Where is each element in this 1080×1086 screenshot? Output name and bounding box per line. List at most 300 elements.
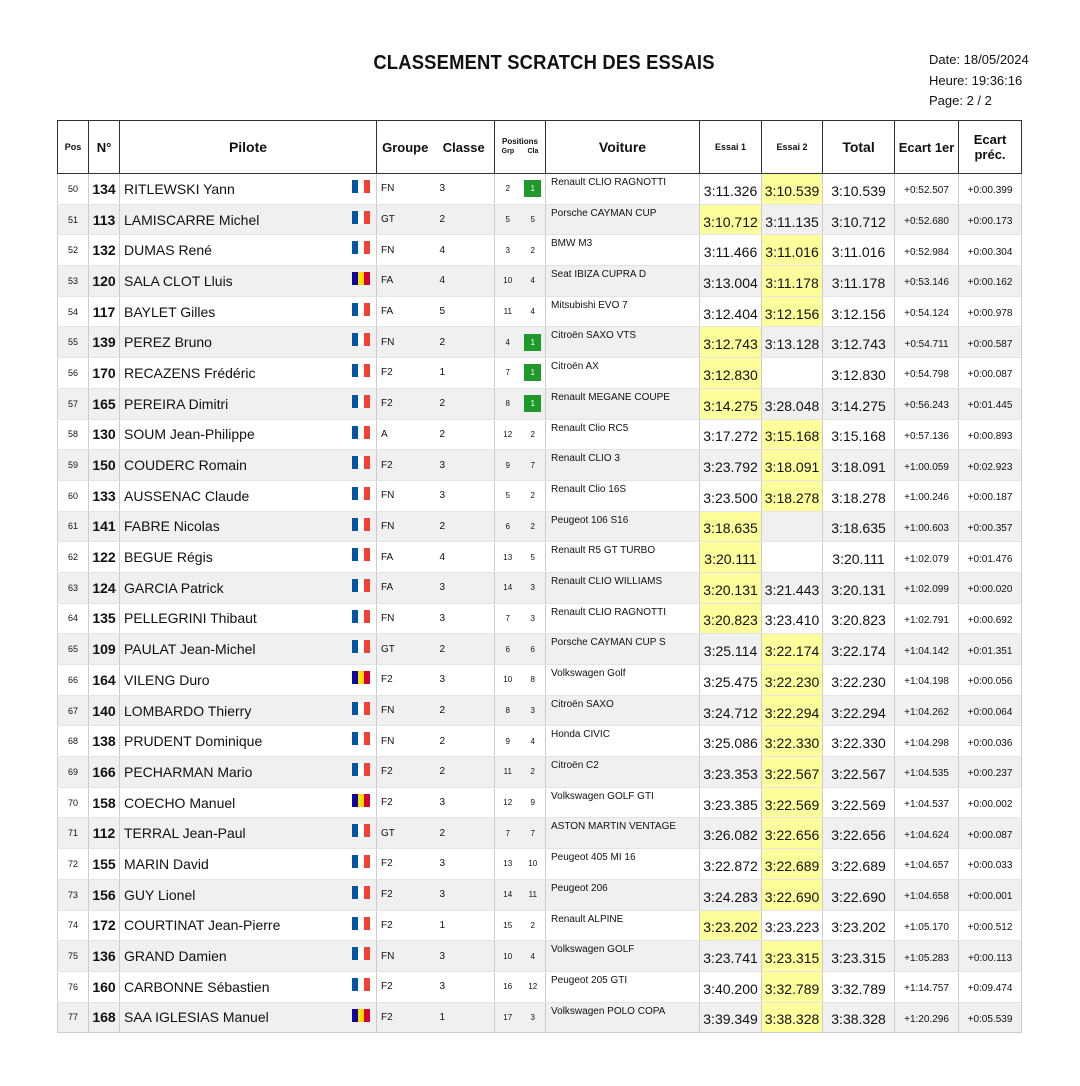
cell-essai1: 3:11.326 bbox=[700, 174, 762, 205]
cell-total: 3:32.789 bbox=[823, 971, 895, 1002]
cell-groupe: FA bbox=[377, 296, 434, 327]
france-flag-icon bbox=[352, 548, 370, 561]
cla-value: 7 bbox=[530, 460, 535, 470]
france-flag-icon bbox=[352, 364, 370, 377]
cell-grp: 11 bbox=[495, 296, 521, 327]
cell-essai1: 3:24.712 bbox=[700, 695, 762, 726]
col-header-pos: Pos bbox=[58, 121, 89, 174]
cell-pos: 50 bbox=[58, 174, 89, 205]
pilote-name: COUDERC Romain bbox=[124, 457, 247, 474]
cell-essai1: 3:20.111 bbox=[700, 542, 762, 573]
cell-pilote bbox=[120, 388, 377, 419]
france-flag-icon bbox=[352, 487, 370, 500]
pilote-name: GUY Lionel bbox=[124, 886, 196, 903]
cell-pos: 68 bbox=[58, 726, 89, 757]
cell-cla bbox=[521, 634, 546, 665]
cell-grp: 2 bbox=[495, 174, 521, 205]
cell-ecart-1er: +1:20.296 bbox=[895, 1002, 959, 1033]
cell-essai2: 3:28.048 bbox=[762, 388, 823, 419]
table-row bbox=[58, 204, 1022, 235]
cell-grp: 14 bbox=[495, 572, 521, 603]
pilote-name: FABRE Nicolas bbox=[124, 518, 220, 535]
cell-ecart-prec: +0:00.357 bbox=[959, 511, 1022, 542]
report-meta bbox=[929, 50, 1029, 112]
cell-total: 3:23.202 bbox=[823, 910, 895, 941]
cell-pos: 60 bbox=[58, 480, 89, 511]
cell-pilote bbox=[120, 296, 377, 327]
table-row bbox=[58, 665, 1022, 696]
cla-value: 5 bbox=[530, 215, 535, 225]
cell-groupe: F2 bbox=[377, 388, 434, 419]
cell-total: 3:22.230 bbox=[823, 665, 895, 696]
cla-value: 11 bbox=[528, 890, 537, 900]
cell-grp: 16 bbox=[495, 971, 521, 1002]
cell-ecart-1er: +1:14.757 bbox=[895, 971, 959, 1002]
cell-num: 109 bbox=[89, 634, 120, 665]
cell-pilote bbox=[120, 818, 377, 849]
ecart-prec-line2: préc. bbox=[974, 147, 1006, 162]
cell-grp: 7 bbox=[495, 818, 521, 849]
cell-voiture: Peugeot 106 S16 bbox=[546, 511, 700, 542]
table-row bbox=[58, 695, 1022, 726]
table-row bbox=[58, 542, 1022, 573]
cell-pilote bbox=[120, 695, 377, 726]
cell-num: 124 bbox=[89, 572, 120, 603]
france-flag-icon bbox=[352, 824, 370, 837]
cla-value: 9 bbox=[530, 798, 535, 808]
cell-cla bbox=[521, 787, 546, 818]
cell-essai1: 3:39.349 bbox=[700, 1002, 762, 1033]
cell-ecart-prec: +0:00.399 bbox=[959, 174, 1022, 205]
cell-voiture: Citroën AX bbox=[546, 358, 700, 389]
cell-essai1: 3:23.353 bbox=[700, 757, 762, 788]
cell-essai2 bbox=[762, 358, 823, 389]
france-flag-icon bbox=[352, 333, 370, 346]
cell-total: 3:22.174 bbox=[823, 634, 895, 665]
table-row bbox=[58, 1002, 1022, 1033]
cell-cla bbox=[521, 1002, 546, 1033]
cell-pilote bbox=[120, 941, 377, 972]
cell-pilote bbox=[120, 572, 377, 603]
cell-voiture: Volkswagen POLO COPA bbox=[546, 1002, 700, 1033]
cell-pilote bbox=[120, 204, 377, 235]
cell-grp: 13 bbox=[495, 542, 521, 573]
cell-essai1: 3:23.792 bbox=[700, 450, 762, 481]
cell-pos: 69 bbox=[58, 757, 89, 788]
cell-classe: 4 bbox=[434, 235, 495, 266]
cell-num: 150 bbox=[89, 450, 120, 481]
cell-grp: 4 bbox=[495, 327, 521, 358]
pilote-name: PEREZ Bruno bbox=[124, 334, 212, 351]
cell-pos: 66 bbox=[58, 665, 89, 696]
cell-cla bbox=[521, 879, 546, 910]
class-leader-badge: 1 bbox=[524, 334, 541, 351]
cell-ecart-1er: +1:00.603 bbox=[895, 511, 959, 542]
cell-pos: 62 bbox=[58, 542, 89, 573]
class-leader-badge: 1 bbox=[524, 364, 541, 381]
cell-ecart-1er: +1:04.658 bbox=[895, 879, 959, 910]
cell-grp: 11 bbox=[495, 757, 521, 788]
cell-num: 130 bbox=[89, 419, 120, 450]
cell-cla bbox=[521, 296, 546, 327]
cla-value: 4 bbox=[530, 736, 535, 746]
cell-voiture: Mitsubishi EVO 7 bbox=[546, 296, 700, 327]
cla-value: 4 bbox=[530, 307, 535, 317]
report-page: Page: 2 / 2 bbox=[929, 93, 992, 108]
cell-groupe: FN bbox=[377, 235, 434, 266]
cell-pos: 72 bbox=[58, 849, 89, 880]
cell-grp: 10 bbox=[495, 266, 521, 297]
cell-cla bbox=[521, 204, 546, 235]
cell-num: 133 bbox=[89, 480, 120, 511]
cell-classe: 3 bbox=[434, 971, 495, 1002]
cell-classe: 2 bbox=[434, 818, 495, 849]
pilote-name: GARCIA Patrick bbox=[124, 579, 224, 596]
france-flag-icon bbox=[352, 702, 370, 715]
cla-value: 7 bbox=[530, 828, 535, 838]
cell-num: 113 bbox=[89, 204, 120, 235]
pilote-name: COECHO Manuel bbox=[124, 794, 236, 811]
cell-total: 3:22.569 bbox=[823, 787, 895, 818]
cell-cla bbox=[521, 388, 546, 419]
cell-cla bbox=[521, 665, 546, 696]
cell-total: 3:11.016 bbox=[823, 235, 895, 266]
cell-essai2: 3:11.178 bbox=[762, 266, 823, 297]
cla-value: 2 bbox=[530, 429, 535, 439]
cell-grp: 10 bbox=[495, 941, 521, 972]
cell-cla bbox=[521, 695, 546, 726]
table-row bbox=[58, 450, 1022, 481]
cell-grp: 6 bbox=[495, 511, 521, 542]
cell-essai1: 3:25.086 bbox=[700, 726, 762, 757]
cell-groupe: F2 bbox=[377, 849, 434, 880]
cell-cla bbox=[521, 971, 546, 1002]
cell-ecart-prec: +0:00.033 bbox=[959, 849, 1022, 880]
cell-classe: 4 bbox=[434, 266, 495, 297]
cell-cla bbox=[521, 327, 546, 358]
andorra-flag-icon bbox=[352, 794, 370, 807]
cell-groupe: GT bbox=[377, 634, 434, 665]
cell-voiture: Renault CLIO RAGNOTTI bbox=[546, 174, 700, 205]
cell-pilote bbox=[120, 174, 377, 205]
cell-ecart-1er: +0:54.711 bbox=[895, 327, 959, 358]
france-flag-icon bbox=[352, 395, 370, 408]
cell-essai2: 3:10.539 bbox=[762, 174, 823, 205]
pilote-name: PEREIRA Dimitri bbox=[124, 395, 229, 412]
france-flag-icon bbox=[352, 947, 370, 960]
cell-ecart-1er: +1:02.791 bbox=[895, 603, 959, 634]
cell-ecart-1er: +1:04.535 bbox=[895, 757, 959, 788]
cell-essai2: 3:15.168 bbox=[762, 419, 823, 450]
table-row bbox=[58, 296, 1022, 327]
cell-num: 165 bbox=[89, 388, 120, 419]
cell-total: 3:12.156 bbox=[823, 296, 895, 327]
cell-groupe: FN bbox=[377, 480, 434, 511]
cell-num: 168 bbox=[89, 1002, 120, 1033]
cell-ecart-prec: +0:00.036 bbox=[959, 726, 1022, 757]
cell-groupe: F2 bbox=[377, 757, 434, 788]
cell-pos: 67 bbox=[58, 695, 89, 726]
cell-voiture: Renault Clio 16S bbox=[546, 480, 700, 511]
cell-pos: 75 bbox=[58, 941, 89, 972]
col-header-total: Total bbox=[823, 121, 895, 174]
cell-voiture: Porsche CAYMAN CUP S bbox=[546, 634, 700, 665]
cell-ecart-1er: +0:52.984 bbox=[895, 235, 959, 266]
cell-total: 3:22.567 bbox=[823, 757, 895, 788]
cell-cla bbox=[521, 572, 546, 603]
cell-voiture: Renault Clio RC5 bbox=[546, 419, 700, 450]
cell-pos: 65 bbox=[58, 634, 89, 665]
cell-pos: 56 bbox=[58, 358, 89, 389]
france-flag-icon bbox=[352, 855, 370, 868]
cell-ecart-1er: +1:04.298 bbox=[895, 726, 959, 757]
cell-voiture: Peugeot 206 bbox=[546, 879, 700, 910]
cell-total: 3:12.830 bbox=[823, 358, 895, 389]
cell-groupe: F2 bbox=[377, 450, 434, 481]
cell-total: 3:22.689 bbox=[823, 849, 895, 880]
col-header-cla: Cla bbox=[527, 148, 539, 155]
cell-grp: 12 bbox=[495, 787, 521, 818]
cell-groupe: F2 bbox=[377, 787, 434, 818]
cell-total: 3:18.278 bbox=[823, 480, 895, 511]
cell-essai2: 3:22.689 bbox=[762, 849, 823, 880]
france-flag-icon bbox=[352, 456, 370, 469]
cell-grp: 14 bbox=[495, 879, 521, 910]
andorra-flag-icon bbox=[352, 671, 370, 684]
cell-classe: 3 bbox=[434, 665, 495, 696]
cell-groupe: F2 bbox=[377, 910, 434, 941]
cell-pos: 51 bbox=[58, 204, 89, 235]
cell-num: 155 bbox=[89, 849, 120, 880]
cell-total: 3:12.743 bbox=[823, 327, 895, 358]
cell-pilote bbox=[120, 235, 377, 266]
cell-pilote bbox=[120, 542, 377, 573]
cla-value: 3 bbox=[530, 1012, 535, 1022]
cell-ecart-1er: +1:02.099 bbox=[895, 572, 959, 603]
cell-grp: 5 bbox=[495, 204, 521, 235]
cell-pos: 74 bbox=[58, 910, 89, 941]
cell-ecart-1er: +1:04.262 bbox=[895, 695, 959, 726]
cell-pos: 76 bbox=[58, 971, 89, 1002]
andorra-flag-icon bbox=[352, 1009, 370, 1022]
table-row bbox=[58, 787, 1022, 818]
cell-ecart-1er: +1:04.657 bbox=[895, 849, 959, 880]
cla-value: 12 bbox=[528, 982, 538, 992]
cell-pilote bbox=[120, 726, 377, 757]
cell-grp: 10 bbox=[495, 665, 521, 696]
cell-grp: 8 bbox=[495, 695, 521, 726]
cell-cla bbox=[521, 542, 546, 573]
cell-grp: 7 bbox=[495, 358, 521, 389]
cell-essai1: 3:12.743 bbox=[700, 327, 762, 358]
table-row bbox=[58, 235, 1022, 266]
cell-cla bbox=[521, 358, 546, 389]
cell-essai1: 3:10.712 bbox=[700, 204, 762, 235]
table-row bbox=[58, 971, 1022, 1002]
france-flag-icon bbox=[352, 610, 370, 623]
report-time: Heure: 19:36:16 bbox=[929, 72, 1023, 88]
cell-num: 112 bbox=[89, 818, 120, 849]
cell-pos: 63 bbox=[58, 572, 89, 603]
cell-ecart-1er: +1:05.170 bbox=[895, 910, 959, 941]
cell-ecart-prec: +0:00.587 bbox=[959, 327, 1022, 358]
cell-classe: 4 bbox=[434, 542, 495, 573]
cell-total: 3:38.328 bbox=[823, 1002, 895, 1033]
cell-voiture: ASTON MARTIN VENTAGE bbox=[546, 818, 700, 849]
pilote-name: BAYLET Gilles bbox=[124, 303, 216, 320]
cell-total: 3:23.315 bbox=[823, 941, 895, 972]
cell-essai2: 3:21.443 bbox=[762, 572, 823, 603]
cell-groupe: FA bbox=[377, 572, 434, 603]
cell-ecart-1er: +1:04.198 bbox=[895, 665, 959, 696]
pilote-name: SALA CLOT Lluis bbox=[124, 272, 233, 289]
pilote-name: PRUDENT Dominique bbox=[124, 733, 263, 750]
cell-classe: 2 bbox=[434, 695, 495, 726]
cell-classe: 3 bbox=[434, 572, 495, 603]
cell-cla bbox=[521, 419, 546, 450]
cell-total: 3:10.712 bbox=[823, 204, 895, 235]
cell-classe: 2 bbox=[434, 388, 495, 419]
cell-groupe: FN bbox=[377, 603, 434, 634]
positions-label: Positions bbox=[502, 137, 539, 146]
pilote-name: SOUM Jean-Philippe bbox=[124, 426, 255, 443]
cell-classe: 2 bbox=[434, 327, 495, 358]
table-row bbox=[58, 849, 1022, 880]
cell-groupe: FN bbox=[377, 511, 434, 542]
pilote-name: PAULAT Jean-Michel bbox=[124, 641, 256, 658]
cell-cla bbox=[521, 266, 546, 297]
cell-pos: 59 bbox=[58, 450, 89, 481]
table-row bbox=[58, 388, 1022, 419]
cell-voiture: Citroën SAXO VTS bbox=[546, 327, 700, 358]
cell-groupe: A bbox=[377, 419, 434, 450]
cell-groupe: F2 bbox=[377, 971, 434, 1002]
cell-essai2: 3:11.135 bbox=[762, 204, 823, 235]
cell-essai1: 3:22.872 bbox=[700, 849, 762, 880]
cell-essai2: 3:23.223 bbox=[762, 910, 823, 941]
table-row bbox=[58, 603, 1022, 634]
cell-pilote bbox=[120, 603, 377, 634]
cell-essai1: 3:24.283 bbox=[700, 879, 762, 910]
cell-pos: 61 bbox=[58, 511, 89, 542]
france-flag-icon bbox=[352, 211, 370, 224]
cell-num: 140 bbox=[89, 695, 120, 726]
cell-classe: 2 bbox=[434, 757, 495, 788]
cell-grp: 5 bbox=[495, 480, 521, 511]
cell-essai2: 3:22.230 bbox=[762, 665, 823, 696]
cell-num: 117 bbox=[89, 296, 120, 327]
table-row bbox=[58, 480, 1022, 511]
col-header-groupe: Groupe bbox=[377, 121, 434, 174]
cell-pilote bbox=[120, 879, 377, 910]
cell-voiture: BMW M3 bbox=[546, 235, 700, 266]
france-flag-icon bbox=[352, 732, 370, 745]
cell-num: 141 bbox=[89, 511, 120, 542]
cell-classe: 3 bbox=[434, 941, 495, 972]
cell-total: 3:22.690 bbox=[823, 879, 895, 910]
cell-ecart-1er: +1:05.283 bbox=[895, 941, 959, 972]
cell-essai1: 3:20.823 bbox=[700, 603, 762, 634]
cell-total: 3:15.168 bbox=[823, 419, 895, 450]
cell-ecart-1er: +1:02.079 bbox=[895, 542, 959, 573]
cell-pos: 54 bbox=[58, 296, 89, 327]
cell-pilote bbox=[120, 787, 377, 818]
cell-ecart-1er: +1:04.537 bbox=[895, 787, 959, 818]
cell-classe: 2 bbox=[434, 419, 495, 450]
pilote-name: MARIN David bbox=[124, 855, 209, 872]
cell-ecart-prec: +0:09.474 bbox=[959, 971, 1022, 1002]
col-header-num: N° bbox=[89, 121, 120, 174]
cell-groupe: F2 bbox=[377, 665, 434, 696]
table-header-row bbox=[58, 121, 1022, 174]
cell-essai1: 3:23.202 bbox=[700, 910, 762, 941]
cell-groupe: FA bbox=[377, 542, 434, 573]
cell-essai1: 3:20.131 bbox=[700, 572, 762, 603]
cell-essai2: 3:23.315 bbox=[762, 941, 823, 972]
cell-total: 3:22.656 bbox=[823, 818, 895, 849]
cell-ecart-prec: +0:00.237 bbox=[959, 757, 1022, 788]
cell-groupe: FN bbox=[377, 174, 434, 205]
class-leader-badge: 1 bbox=[524, 180, 541, 197]
cell-groupe: FN bbox=[377, 695, 434, 726]
cell-cla bbox=[521, 941, 546, 972]
cell-pos: 58 bbox=[58, 419, 89, 450]
table-row bbox=[58, 511, 1022, 542]
table-row bbox=[58, 634, 1022, 665]
cell-cla bbox=[521, 757, 546, 788]
cell-pos: 57 bbox=[58, 388, 89, 419]
cell-voiture: Renault ALPINE bbox=[546, 910, 700, 941]
pilote-name: LOMBARDO Thierry bbox=[124, 702, 252, 719]
cell-total: 3:20.823 bbox=[823, 603, 895, 634]
col-header-pilote: Pilote bbox=[120, 121, 377, 174]
france-flag-icon bbox=[352, 518, 370, 531]
cell-grp: 15 bbox=[495, 910, 521, 941]
cell-cla bbox=[521, 450, 546, 481]
cell-pos: 55 bbox=[58, 327, 89, 358]
cla-value: 8 bbox=[530, 675, 535, 685]
cell-ecart-1er: +1:00.059 bbox=[895, 450, 959, 481]
pilote-name: TERRAL Jean-Paul bbox=[124, 825, 246, 842]
cell-ecart-prec: +0:00.162 bbox=[959, 266, 1022, 297]
cla-value: 2 bbox=[530, 767, 535, 777]
pilote-name: GRAND Damien bbox=[124, 948, 227, 965]
cell-essai1: 3:11.466 bbox=[700, 235, 762, 266]
cla-value: 2 bbox=[530, 920, 535, 930]
france-flag-icon bbox=[352, 917, 370, 930]
cla-value: 10 bbox=[528, 859, 538, 869]
cell-essai1: 3:23.385 bbox=[700, 787, 762, 818]
pilote-name: RECAZENS Frédéric bbox=[124, 364, 256, 381]
table-row bbox=[58, 358, 1022, 389]
cell-essai2: 3:22.330 bbox=[762, 726, 823, 757]
cell-classe: 2 bbox=[434, 204, 495, 235]
cell-voiture: Peugeot 405 MI 16 bbox=[546, 849, 700, 880]
table-row bbox=[58, 419, 1022, 450]
cell-essai1: 3:18.635 bbox=[700, 511, 762, 542]
cell-essai1: 3:25.114 bbox=[700, 634, 762, 665]
cell-essai2: 3:22.656 bbox=[762, 818, 823, 849]
pilote-name: BEGUE Régis bbox=[124, 549, 213, 566]
cell-pilote bbox=[120, 910, 377, 941]
france-flag-icon bbox=[352, 886, 370, 899]
cell-groupe: F2 bbox=[377, 879, 434, 910]
cell-voiture: Volkswagen Golf bbox=[546, 665, 700, 696]
table-row bbox=[58, 726, 1022, 757]
cell-num: 158 bbox=[89, 787, 120, 818]
cell-voiture: Honda CIVIC bbox=[546, 726, 700, 757]
pilote-name: AUSSENAC Claude bbox=[124, 487, 250, 504]
